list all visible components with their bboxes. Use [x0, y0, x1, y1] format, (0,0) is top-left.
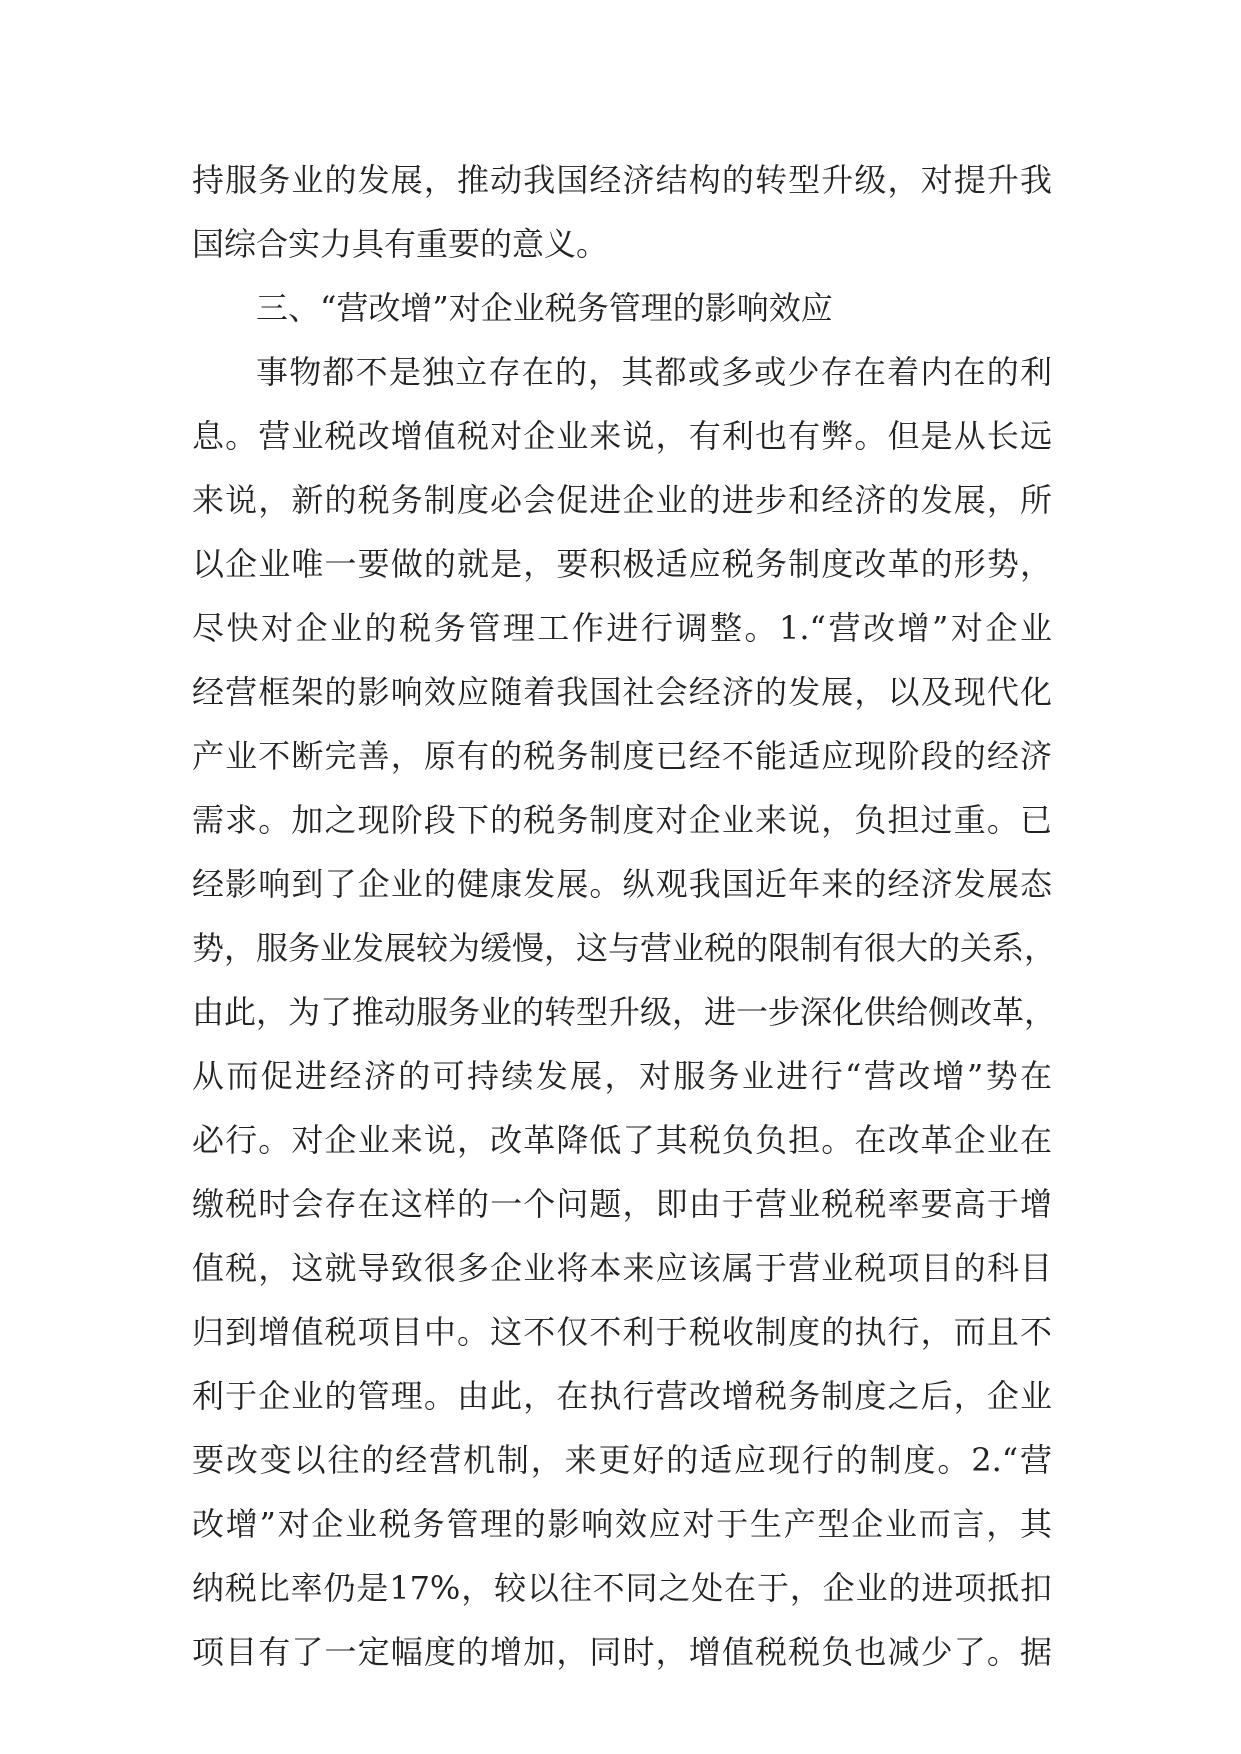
text-line-18: 值税，这就导致很多企业将本来应该属于营业税项目的科目 — [192, 1249, 1052, 1287]
text-line-23: 纳税比率仍是17%，较以往不同之处在于，企业的进项抵扣 — [192, 1569, 1052, 1607]
section-heading: 三、“营改增”对企业税务管理的影响效应 — [256, 289, 833, 327]
text-line-20: 利于企业的管理。由此，在执行营改增税务制度之后，企业 — [192, 1377, 1052, 1415]
text-line-6: 来说，新的税务制度必会促进企业的进步和经济的发展，所 — [192, 481, 1052, 519]
text-line-1: 持服务业的发展，推动我国经济结构的转型升级，对提升我 — [192, 161, 1052, 199]
text-line-9: 经营框架的影响效应随着我国社会经济的发展，以及现代化 — [192, 673, 1052, 711]
text-line-17: 缴税时会存在这样的一个问题，即由于营业税税率要高于增 — [192, 1185, 1052, 1223]
text-line-14: 由此，为了推动服务业的转型升级，进一步深化供给侧改革， — [192, 993, 1057, 1031]
text-line-21: 要改变以往的经营机制，来更好的适应现行的制度。2.“营 — [192, 1441, 1052, 1479]
text-line-11: 需求。加之现阶段下的税务制度对企业来说，负担过重。已 — [192, 801, 1052, 839]
text-line-16: 必行。对企业来说，改革降低了其税负负担。在改革企业在 — [192, 1121, 1052, 1159]
text-line-12: 经影响到了企业的健康发展。纵观我国近年来的经济发展态 — [192, 865, 1052, 903]
text-line-13: 势，服务业发展较为缓慢，这与营业税的限制有很大的关系， — [192, 929, 1057, 967]
text-line-10: 产业不断完善，原有的税务制度已经不能适应现阶段的经济 — [192, 737, 1052, 775]
text-line-22: 改增”对企业税务管理的影响效应对于生产型企业而言，其 — [192, 1505, 1052, 1543]
text-line-15: 从而促进经济的可持续发展，对服务业进行“营改增”势在 — [192, 1057, 1052, 1095]
text-line-7: 以企业唯一要做的就是，要积极适应税务制度改革的形势， — [192, 545, 1052, 583]
text-line-4: 事物都不是独立存在的，其都或多或少存在着内在的利 — [256, 353, 1052, 391]
text-line-2: 国综合实力具有重要的意义。 — [192, 225, 609, 263]
text-line-24: 项目有了一定幅度的增加，同时，增值税税负也减少了。据 — [192, 1633, 1052, 1671]
text-line-5: 息。营业税改增值税对企业来说，有利也有弊。但是从长远 — [192, 417, 1052, 455]
text-line-19: 归到增值税项目中。这不仅不利于税收制度的执行，而且不 — [192, 1313, 1052, 1351]
text-line-8: 尽快对企业的税务管理工作进行调整。1.“营改增”对企业 — [192, 609, 1052, 647]
